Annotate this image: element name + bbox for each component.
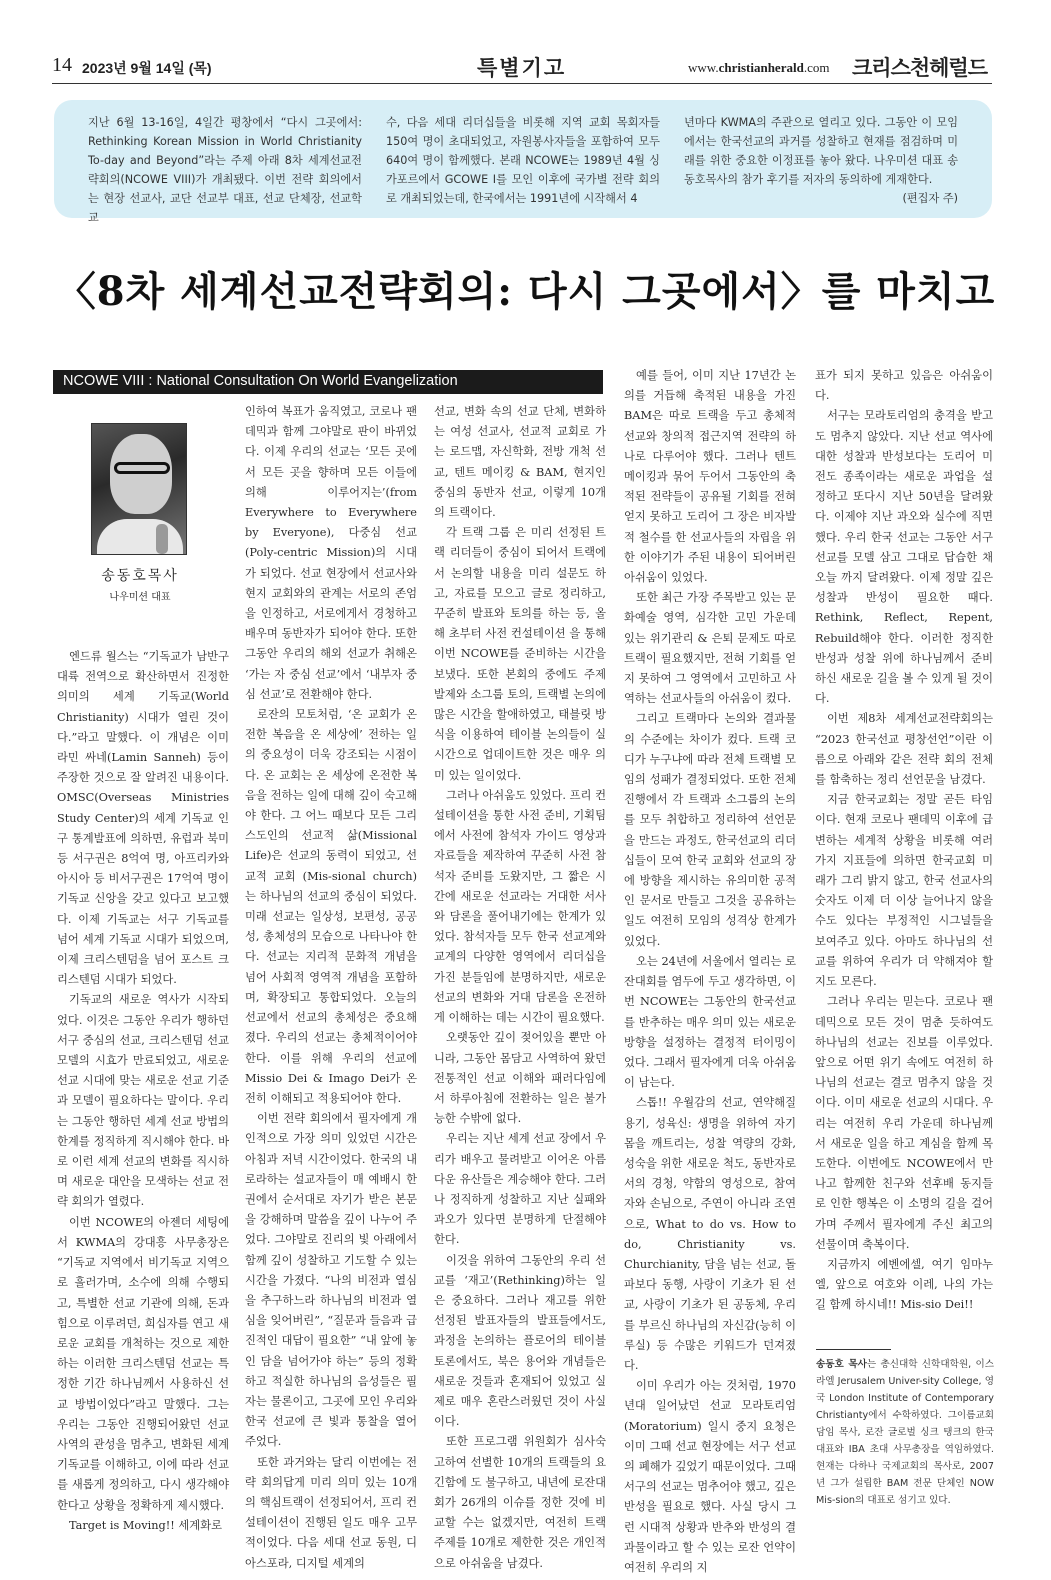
url-suffix: .com <box>803 60 830 75</box>
paragraph: 로잔의 모토처럼, ‘온 교회가 온전한 복음을 온 세상에’ 전하는 일의 중요성이 더욱 강조되는 시점이다. 온 교회는 온 세상에 온전한 복음을 전하는 일에 대해 깊이 숙고해야 한다. 그 어느 때보다 모든 그리스도인의 선교적 삶(Missional Life)은 선교의 동력이 되었고, 선교적 교회 (Mis-sional church)는 하나님의 선교의 중심이 되었다. 미래 선교는 일상성, 보편성, 공공성, 총체성의 모습으로 나타나야 한다. 선교는 지리적 문화적 개념을 넘어 사회적 영역적 개념을 포함하며, 확장되고 통합되었다. 오늘의 선교에서 선교의 총체성은 중요해졌다. 우리의 선교는 총체적이어야 한다. 이를 위해 우리의 선교에 Missio Dei & Imago Dei가 온전히 이해되고 적용되어야 한다. <box>245 708 417 1105</box>
paragraph: 그리고 트랙마다 논의와 결과물의 수준에는 차이가 컸다. 트랙 코디가 누구냐에 따라 전체 트랙별 모임의 성패가 결정되었다. 또한 전체 진행에서 각 트랙과 소그룹의 논의를 모두 취합하고 정리하여 선언문을 만드는 과정도, 한국선교의 리더십들이 모여 한국 교회와 선교의 장에 방향을 제시하는 유의미한 공적인 문서로 만들고 그것을 공유하는 일도 여전히 모임의 성격상 한계가 있었다. <box>624 712 796 948</box>
author-name: 송동호목사 <box>101 568 179 584</box>
bio-divider <box>816 1349 891 1350</box>
paragraph: 또한 프로그램 위원회가 심사숙고하여 선별한 10개의 트랙들의 요긴함에 도 불구하고, 내년에 로잔대회가 26개의 이슈를 정한 것에 비교할 수는 없겠지만, 여전히 트랙 주제를 10개로 제한한 것은 개인적으로 아쉬움을 남겼다. <box>434 1435 606 1570</box>
paragraph: 엔드류 월스는 “기독교가 남반구 대륙 전역으로 확산하면서 진정한 의미의 세계 기독교(World Christianity) 시대가 열린 것이다.”라고 말했다. 이 개념은 이미 라민 싸네(Lamin Sanneh) 등이 주장한 것으로 잘 알려진 내용이다. OMSC(Overseas Ministries Study Center)의 세계 기독교 인구 통계발표에 의하면, 유럽과 북미 등 서구권은 8억여 명, 아프리카와 아시아 등 비서구권은 17억여 명이 기독교 신앙을 갖고 있다고 보고했다. 이제 기독교는 서구 기독교를 넘어 세계 기독교 시대가 되었으며, 이제 크리스텐덤을 넘어 포스트 크리스텐덤 시대가 되었다. <box>57 650 229 987</box>
author-role: 나우미션 대표 <box>109 592 171 603</box>
bio-text: 는 총신대학 신학대학원, 이스라엘 Jerusalem Univer-sity College, 영국 London Institute of Contemporary Christianty에서 수학하였다. 그이름교회 담임 목사, 로잔 글로벌 싱크 탱크의 한국 대표와 IBA 초대 사무총장을 역임하였다. 현재는 다하나 국제교회의 목사로, 2007년 그가 설립한 BAM 전문 단체인 NOW Mis-sion의 대표로 섬기고 있다. <box>816 1359 994 1506</box>
article-column-3 <box>434 402 606 1574</box>
intro-text-3: 년마다 KWMA의 주관으로 열리고 있다. 그동안 이 모임에서는 한국선교의 과거를 성찰하고 현재를 점검하며 미래를 위한 중요한 이정표를 놓아 왔다. 나우미션 대표 송동호목사의 참가 후기를 저자의 동의하에 게재한다. <box>684 116 958 186</box>
paragraph: 인하여 복표가 움직였고, 코로나 팬데믹과 함께 그야말로 판이 바뀌었다. 이제 우리의 선교는 ‘모든 곳에서 모든 곳을 향하며 모든 이들에 의해 이루어지는’(from Everywhere to Everywhere by Everyone), 다중심 선교(Poly-centric Mission)의 시대가 되었다. 선교 현장에서 선교사와 현지 교회와의 관계는 서로의 존엄을 인정하고, 서로에게서 경청하고 배우며 동반자가 되어야 한다. 또한 그동안 우리의 해외 선교가 취해온 ‘가는 자 중심 선교’에서 ‘내부자 중심 선교’로 전환해야 한다. <box>245 405 417 701</box>
article-column-5 <box>815 366 993 1316</box>
paragraph: 표가 되지 못하고 있음은 아쉬움이다. <box>815 369 993 403</box>
paragraph: 이것을 위하여 그동안의 우리 선교를 ‘재고’(Rethinking)하는 일은 중요하다. 그러나 재고를 위한 선정된 발표자들의 발표들에서도, 과정을 논의하는 플로어의 테이블 토론에서도, 북은 용어와 개념들은 새로운 것들과 혼재되어 있었고 실제로 매우 혼란스러웠던 것이 사실이다. <box>434 1253 606 1429</box>
paragraph: Target is Moving!! 세계화로 <box>69 1518 223 1532</box>
section-title: 특별기고 <box>477 56 567 80</box>
author-photo <box>91 423 187 555</box>
paragraph: 또한 과거와는 달리 이번에는 전략 회의답게 미리 의미 있는 10개의 핵심트랙이 선정되어서, 프리 컨설테이션이 진행된 일도 매우 고무적이었다. 다음 세대 선교 동원, 디아스포라, 디지털 세계의 <box>245 1455 417 1570</box>
article-column-1 <box>57 647 229 1536</box>
photo-head <box>110 434 172 514</box>
editor-note: (편집자 주) <box>902 192 958 205</box>
paragraph: 오는 24년에 서울에서 열리는 로잔대회를 염두에 두고 생각하면, 이번 NCOWE는 그동안의 한국선교를 반추하는 매우 의미 있는 새로운 방향을 설정하는 결정적 터이밍이었다. 그래서 필자에게 더욱 아쉬움이 남는다. <box>624 954 796 1090</box>
page-header <box>52 52 992 84</box>
article-title: 〈8차 세계선교전략회의: 다시 그곳에서〉를 마치고 <box>55 268 996 315</box>
intro-column-2: 수, 다음 세대 리더십들을 비롯해 지역 교회 목회자들 150여 명이 초대되었고, 자원봉사자들을 포함하여 모두 640여 명이 함께했다. 본래 NCOWE는 1989년 4월 싱가포르에서 GCOWE I를 모인 이후에 국가별 전략 회의로 개최되었는데, 한국에서는 1991년에 시작해서 4 <box>386 116 660 205</box>
url-domain: christianherald <box>718 60 804 75</box>
paragraph: 그러나 아쉬움도 있었다. 프리 컨설테이션을 통한 사전 준비, 기획팀에서 사전에 참석자 가이드 영상과 자료들을 제작하여 꾸준히 사전 참석자 준비를 도왔지만, 그 짧은 시간에 새로운 선교라는 거대한 서사와 담론을 풀어내기에는 한계가 있었다. 참석자들 모두 한국 선교계와 교계의 다양한 영역에서 리더십을 가진 분들임에 분명하지만, 새로운 선교의 변화와 거대 담론을 온전하게 이해하는 데는 시간이 필요했다. <box>434 788 606 1025</box>
microphone-icon <box>156 524 168 554</box>
section-banner: NCOWE VIII : National Consultation On World Evangelization <box>53 370 603 394</box>
issue-date: 2023년 9월 14일 (목) <box>82 60 212 76</box>
paragraph: 이미 우리가 아는 것처럼, 1970년대 일어났던 선교 모라토리엄(Moratorium) 일시 중지 요청은 이미 그때 선교 현장에는 서구 선교의 폐해가 깊었기 때문이었다. 그때 서구의 선교는 멈추어야 했고, 깊은 반성을 필요로 했다. 사실 당시 그런 시대적 상황과 반추와 반성의 결과물이라고 할 수 있는 로잔 언약이 여전히 우리의 지 <box>624 1379 796 1574</box>
website-url[interactable] <box>688 60 829 76</box>
intro-column-1: 지난 6월 13-16일, 4일간 평창에서 “다시 그곳에서: Rethinking Korean Mission in World Christianity To-day and Beyond”라는 주제 아래 8차 세계선교전략회의(NCOWE VIII)가 개최됐다. 이번 전략 회의에서는 현장 선교사, 교단 선교부 대표, 선교 단체장, 선교학 교 <box>88 116 362 224</box>
newspaper-logo: 크리스천헤럴드 <box>852 56 988 80</box>
paragraph: 선교, 변화 속의 선교 단체, 변화하는 여성 선교사, 선교적 교회로 가는 로드맵, 자신학화, 전방 개척 선교, 텐트 메이킹 & BAM, 현지인 중심의 동반자 선교, 이렇게 10개의 트랙이다. <box>434 405 606 520</box>
paragraph: 기독교의 새로운 역사가 시작되었다. 이것은 그동안 우리가 행하던 서구 중심의 선교, 크리스텐덤 선교 모델의 시효가 만료되었고, 새로운 선교 시대에 맞는 새로운 선교 기준과 모델이 필요하다는 말이다. 우리는 그동안 행하던 세계 선교 방법의 한계를 정직하게 직시해야 한다. 바로 이런 세계 선교의 변화를 직시하며 새로운 대안을 모색하는 선교 전략 회의가 열렸다. <box>57 993 229 1209</box>
editor-intro-box <box>54 100 992 224</box>
article-column-4 <box>624 366 796 1578</box>
paragraph: 지금까지 에벤에셀, 여기 임마누엘, 앞으로 여호와 이레, 나의 가는 길 함께 하시네!! Mis-sio Dei!! <box>815 1257 993 1312</box>
paragraph: 이번 NCOWE의 아젠더 세팅에서 KWMA의 강대흥 사무총장은 “기독교 지역에서 비기독교 지역으로 흘러가며, 소수에 의해 수행되고, 특별한 선교 기관에 의해, 돈과 힘으로 이루려던, 희십자를 연고 새로운 교회를 개척하는 것으로 제한하는 이러한 크리스텐덤 선교는 특정한 기간 하나님께서 사용하신 선교 방법이었다”라고 말했다. 그는 우리는 그동안 진행되어왔던 선교 사역의 관성을 멈추고, 변화된 세계 기독교를 이해하고, 이에 따라 선교를 새롭게 정의하고, 다시 생각해야 한다고 상황을 정확하게 제시했다. <box>57 1215 229 1512</box>
paragraph: 오랫동안 깊이 젖어있을 뿐만 아니라, 그동안 몸담고 사역하여 왔던 전통적인 선교 이해와 패러다임에서 하루아침에 전환하는 일은 불가능한 수밖에 없다. <box>434 1031 606 1126</box>
paragraph: 서구는 모라토리엄의 충격을 받고도 멈추지 않았다. 지난 선교 역사에 대한 성찰과 반성보다는 도리어 미전도 종족이라는 새로운 과업을 설정하고 또다시 지난 50년을 달려왔다. 이제야 지난 과오와 실수에 직면했다. 우리 한국 선교는 그동안 서구 선교를 모델 삼고 그대로 답습한 채 오늘 까지 달려왔다. 이제 정말 깊은 성찰과 반성이 필요한 때다. Rethink, Reflect, Repent, Rebuild해야 한다. 이러한 정직한 반성과 성찰 위에 하나님께서 준비하신 새로운 길을 볼 수 있게 될 것이다. <box>815 409 993 706</box>
intro-column-3 <box>684 113 958 218</box>
paragraph: 또한 최근 가장 주목받고 있는 문화예술 영역, 심각한 고민 가운데 있는 위기관리 & 은퇴 문제도 따로 트랙이 필요했지만, 전혀 기회를 얻지 못하여 그 영역에서 고민하고 사역하는 선교사들의 아쉬움이 컸다. <box>624 591 796 706</box>
url-prefix: www. <box>688 60 719 75</box>
paragraph: 스톱!! 우월감의 선교, 연약해질 용기, 성육신: 생명을 위하여 자기 몸을 깨트리는, 성찰 역량의 강화, 성숙을 위한 새로운 척도, 동반자로서의 경청, 약함의 영성으로, 참여자와 손님으로, 주연이 아니라 조연으로, What to do vs. How to do, Christianity vs. Churchianity, 담을 넘는 선교, 돌파보다 동행, 사랑이 기초가 된 선교, 사랑이 기초가 된 공동체, 우리를 부르신 하나님의 자신감(능히 이루실) 등 수많은 키워드가 던져졌다. <box>624 1096 796 1372</box>
paragraph: 이번 제8차 세계선교전략회의는 “2023 한국선교 평창선언”이란 이름으로 아래와 같은 전략 회의 전체를 함축하는 정리 선언문을 남겼다. <box>815 712 993 787</box>
photo-shirt <box>97 519 183 555</box>
paragraph: 예를 들어, 이미 지난 17년간 논의를 거듭해 축적된 내용을 가진 BAM은 따로 트랙을 두고 총체적 선교와 창의적 접근지역 전략의 하나로 다루어야 했다. 그러나 텐트 메이킹과 묶어 두어서 그동안의 축적된 전략들이 공유될 기회를 전혀 얻지 못하고 도리어 그 장은 비자발적 철수를 한 선교사들의 자립을 위한 이야기가 주된 내용이 되어버린 아쉬움이 있었다. <box>624 369 796 585</box>
paragraph: 이번 전략 회의에서 필자에게 개인적으로 가장 의미 있었던 시간은 아침과 저녁 시간이었다. 한국의 내로라하는 설교자들이 매 예배시 한 권에서 순서대로 자기가 받은 본문을 강해하며 말씀을 깊이 나누어 주었다. 그야말로 진리의 빛 아래에서 함께 깊이 성찰하고 기도할 수 있는 시간을 가졌다. “나의 비전과 열심을 추구하느라 하나님의 비전과 열심을 잊어버린”, “질문과 들음과 급진적인 대답이 필요한” “내 앞에 놓인 담을 넘어가야 하는” 등의 정확하고 적실한 하나님의 음성들은 필자는 물론이고, 그곳에 모인 우리와 한국 선교에 큰 빛과 통찰을 열어 주었다. <box>245 1112 417 1449</box>
paragraph: 그러나 우리는 믿는다. 코로나 팬데믹으로 모든 것이 멈춘 듯하여도 하나님의 선교는 진보를 이루었다. 앞으로 어떤 위기 속에도 여전히 하나님의 선교는 결코 멈추지 않을 것이다. 이미 새로운 선교의 시대다. 우리는 여전히 우리 가운데 하나님께서 새로운 일을 하고 계심을 함께 목도한다. 이번에도 NCOWE에서 만나고 함께한 친구와 선후배 동지들로 인한 행복은 이 소명의 길을 걸어가며 주께서 필자에게 주신 최고의 선물이며 축복이다. <box>815 995 993 1251</box>
paragraph: 우리는 지난 세계 선교 장에서 우리가 배우고 물려받고 이어온 아름다운 유산들은 계승해야 한다. 그러나 정직하게 성찰하고 지난 실패와 과오가 있다면 분명하게 단절해야 한다. <box>434 1132 606 1247</box>
bio-author-name: 송동호 목사 <box>816 1359 867 1370</box>
article-column-2 <box>245 402 417 1574</box>
paragraph: 지금 한국교회는 정말 곧든 타임이다. 현재 코로나 팬데믹 이후에 급변하는 세계적 상황을 비롯해 여러 가지 지표들에 의하면 한국교회 미래가 그리 밝지 않고, 한국 선교사의 숫자도 이제 더 이상 늘어나지 않을 수도 있다는 부정적인 시그널들을 보여주고 있다. 아마도 하나님의 선교를 위하여 우리가 더 약해져야 할지도 모른다. <box>815 793 993 989</box>
page-number: 14 <box>52 54 72 76</box>
paragraph: 각 트랙 그룹 은 미리 선정된 트랙 리더들이 중심이 되어서 트랙에서 논의할 내용을 미리 설문도 하고, 자료를 모으고 글로 정리하고, 꾸준히 발표와 토의를 하는 등, 올해 초부터 사전 컨설테이션 을 통해 이번 NCOWE를 준비하는 시간을 보냈다. 또한 본회의 중에도 주제 발제와 소그룹 토의, 트랙별 논의에 많은 시간을 할애하였고, 태블릿 방식을 이용하여 테이블 논의들이 실시간으로 업데이트한 것은 매우 의미 있는 일이었다. <box>434 526 606 782</box>
photo-glasses <box>114 462 170 474</box>
author-bio <box>816 1356 994 1509</box>
